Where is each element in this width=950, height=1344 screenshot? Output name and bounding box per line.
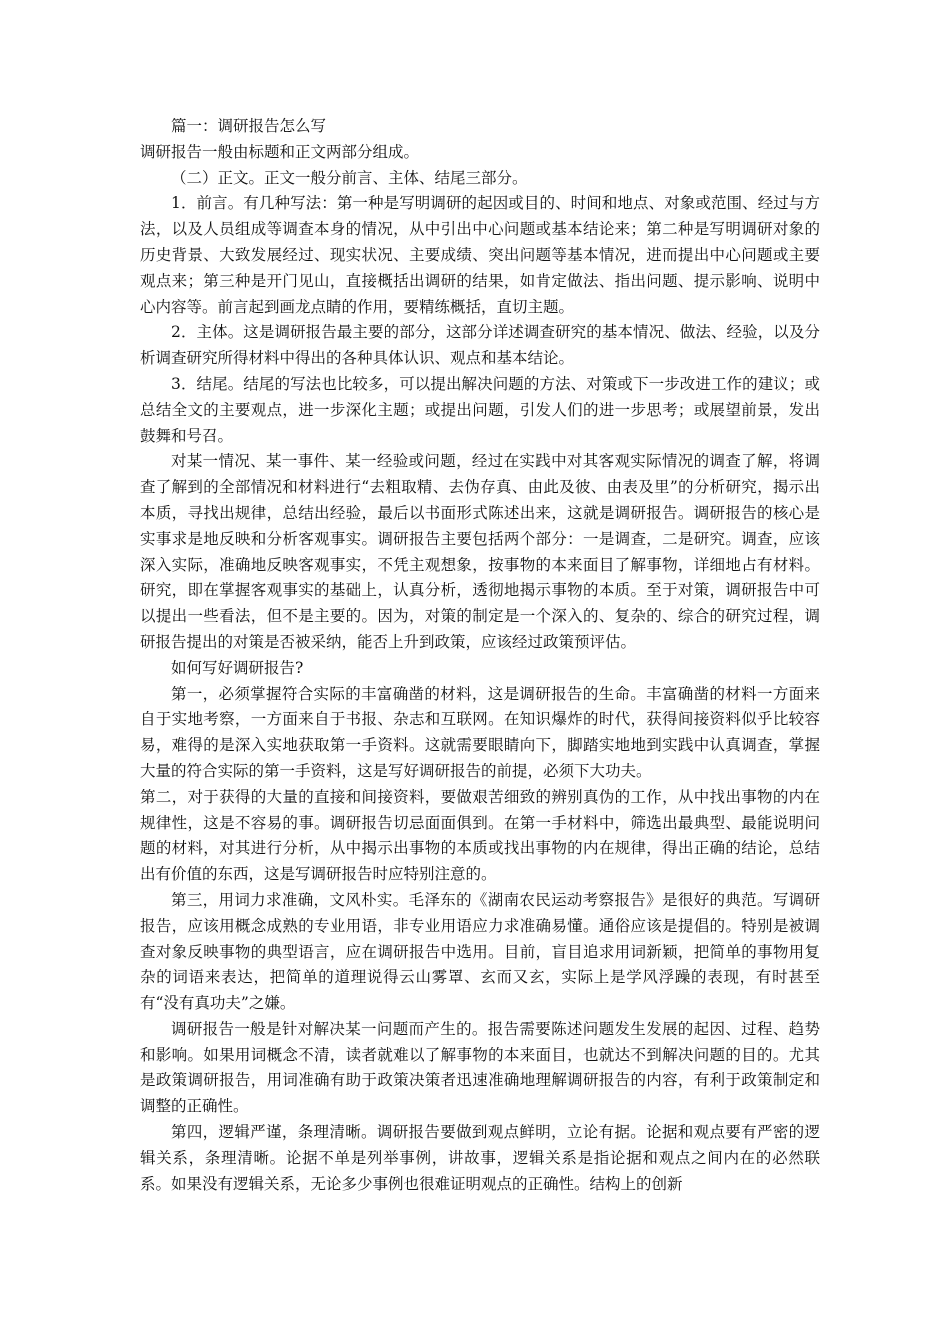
paragraph-10: 第二，对于获得的大量的直接和间接资料，要做艰苦细致的辨别真伪的工作，从中找出事物的内在规律性，这是不容易的事。调研报告切忌面面俱到。在第一手材料中，筛选出最典型、最能说明问题的材料，对其进行分析，从中揭示出事物的本质或找出事物的内在规律，得出正确的结论，总结出有价值的东西，这是写调研报告时应特别注意的。 (140, 787, 820, 884)
paragraph-12: 调研报告一般是针对解决某一问题而产生的。报告需要陈述问题发生发展的起因、过程、趋势和影响。如果用词概念不清，读者就难以了解事物的本来面目，也就达不到解决问题的目的。尤其是政策调研报告，用词准确有助于政策决策者迅速准确地理解调研报告的内容，有利于政策制定和调整的正确性。 (140, 1019, 820, 1116)
paragraph-1: 篇一：调研报告怎么写 (171, 117, 327, 135)
paragraph-9: 第一，必须掌握符合实际的丰富确凿的材料，这是调研报告的生命。丰富确凿的材料一方面来自于实地考察，一方面来自于书报、杂志和互联网。在知识爆炸的时代，获得间接资料似乎比较容易，难得的是深入实地获取第一手资料。这就需要眼睛向下，脚踏实地地到实践中认真调查，掌握大量的符合实际的第一手资料，这是写好调研报告的前提，必须下大功夫。 (140, 684, 820, 780)
paragraph-11: 第三，用词力求准确，文风朴实。毛泽东的《湖南农民运动考察报告》是很好的典范。写调研报告，应该用概念成熟的专业用语，非专业用语应力求准确易懂。通俗应该是提倡的。特别是被调查对象反映事物的典型语言，应在调研报告中选用。目前，盲目追求用词新颖，把简单的事物用复杂的词语来表达，把简单的道理说得云山雾罩、玄而又玄，实际上是学风浮躁的表现，有时甚至有“没有真功夫”之嫌。 (140, 890, 820, 1013)
paragraph-2: 调研报告一般由标题和正文两部分组成。 (140, 142, 420, 161)
paragraph-13: 第四，逻辑严谨，条理清晰。调研报告要做到观点鲜明，立论有据。论据和观点要有严密的逻辑关系，条理清晰。论据不单是列举事例，讲故事，逻辑关系是指论据和观点之间内在的必然联系。如果没有逻辑关系，无论多少事例也很难证明观点的正确性。结构上的创新 (140, 1123, 820, 1193)
paragraph-8: 如何写好调研报告? (171, 658, 304, 677)
paragraph-7: 对某一情况、某一事件、某一经验或问题，经过在实践中对其客观实际情况的调查了解，将调查了解到的全部情况和材料进行“去粗取精、去伪存真、由此及彼、由表及里”的分析研究，揭示出本质，寻找出规律，总结出经验，最后以书面形式陈述出来，这就是调研报告。调研报告的核心是实事求是地反映和分析客观事实。调研报告主要包括两个部分：一是调查，二是研究。调查，应该深入实际，准确地反映客观事实，不凭主观想象，按事物的本来面目了解事物，详细地占有材料。研究，即在掌握客观事实的基础上，认真分析，透彻地揭示事物的本质。至于对策，调研报告中可以提出一些看法，但不是主要的。因为，对策的制定是一个深入的、复杂的、综合的研究过程，调研报告提出的对策是否被采纳，能否上升到政策，应该经过政策预评估。 (140, 452, 820, 651)
paragraph-6: 3．结尾。结尾的写法也比较多，可以提出解决问题的方法、对策或下一步改进工作的建议；或总结全文的主要观点，进一步深化主题；或提出问题，引发人们的进一步思考；或展望前景，发出鼓舞和号召。 (140, 374, 820, 445)
paragraph-5: 2．主体。这是调研报告最主要的部分，这部分详述调查研究的基本情况、做法、经验，以及分析调查研究所得材料中得出的各种具体认识、观点和基本结论。 (140, 323, 820, 368)
document-body (140, 114, 820, 1197)
paragraph-4: 1．前言。有几种写法：第一种是写明调研的起因或目的、时间和地点、对象或范围、经过与方法，以及人员组成等调查本身的情况，从中引出中心问题或基本结论来；第二种是写明调研对象的历史背景、大致发展经过、现实状况、主要成绩、突出问题等基本情况，进而提出中心问题或主要观点来；第三种是开门见山，直接概括出调研的结果，如肯定做法、指出问题、提示影响、说明中心内容等。前言起到画龙点睛的作用，要精练概括，直切主题。 (140, 194, 820, 316)
paragraph-3: （二）正文。正文一般分前言、主体、结尾三部分。 (171, 168, 528, 187)
